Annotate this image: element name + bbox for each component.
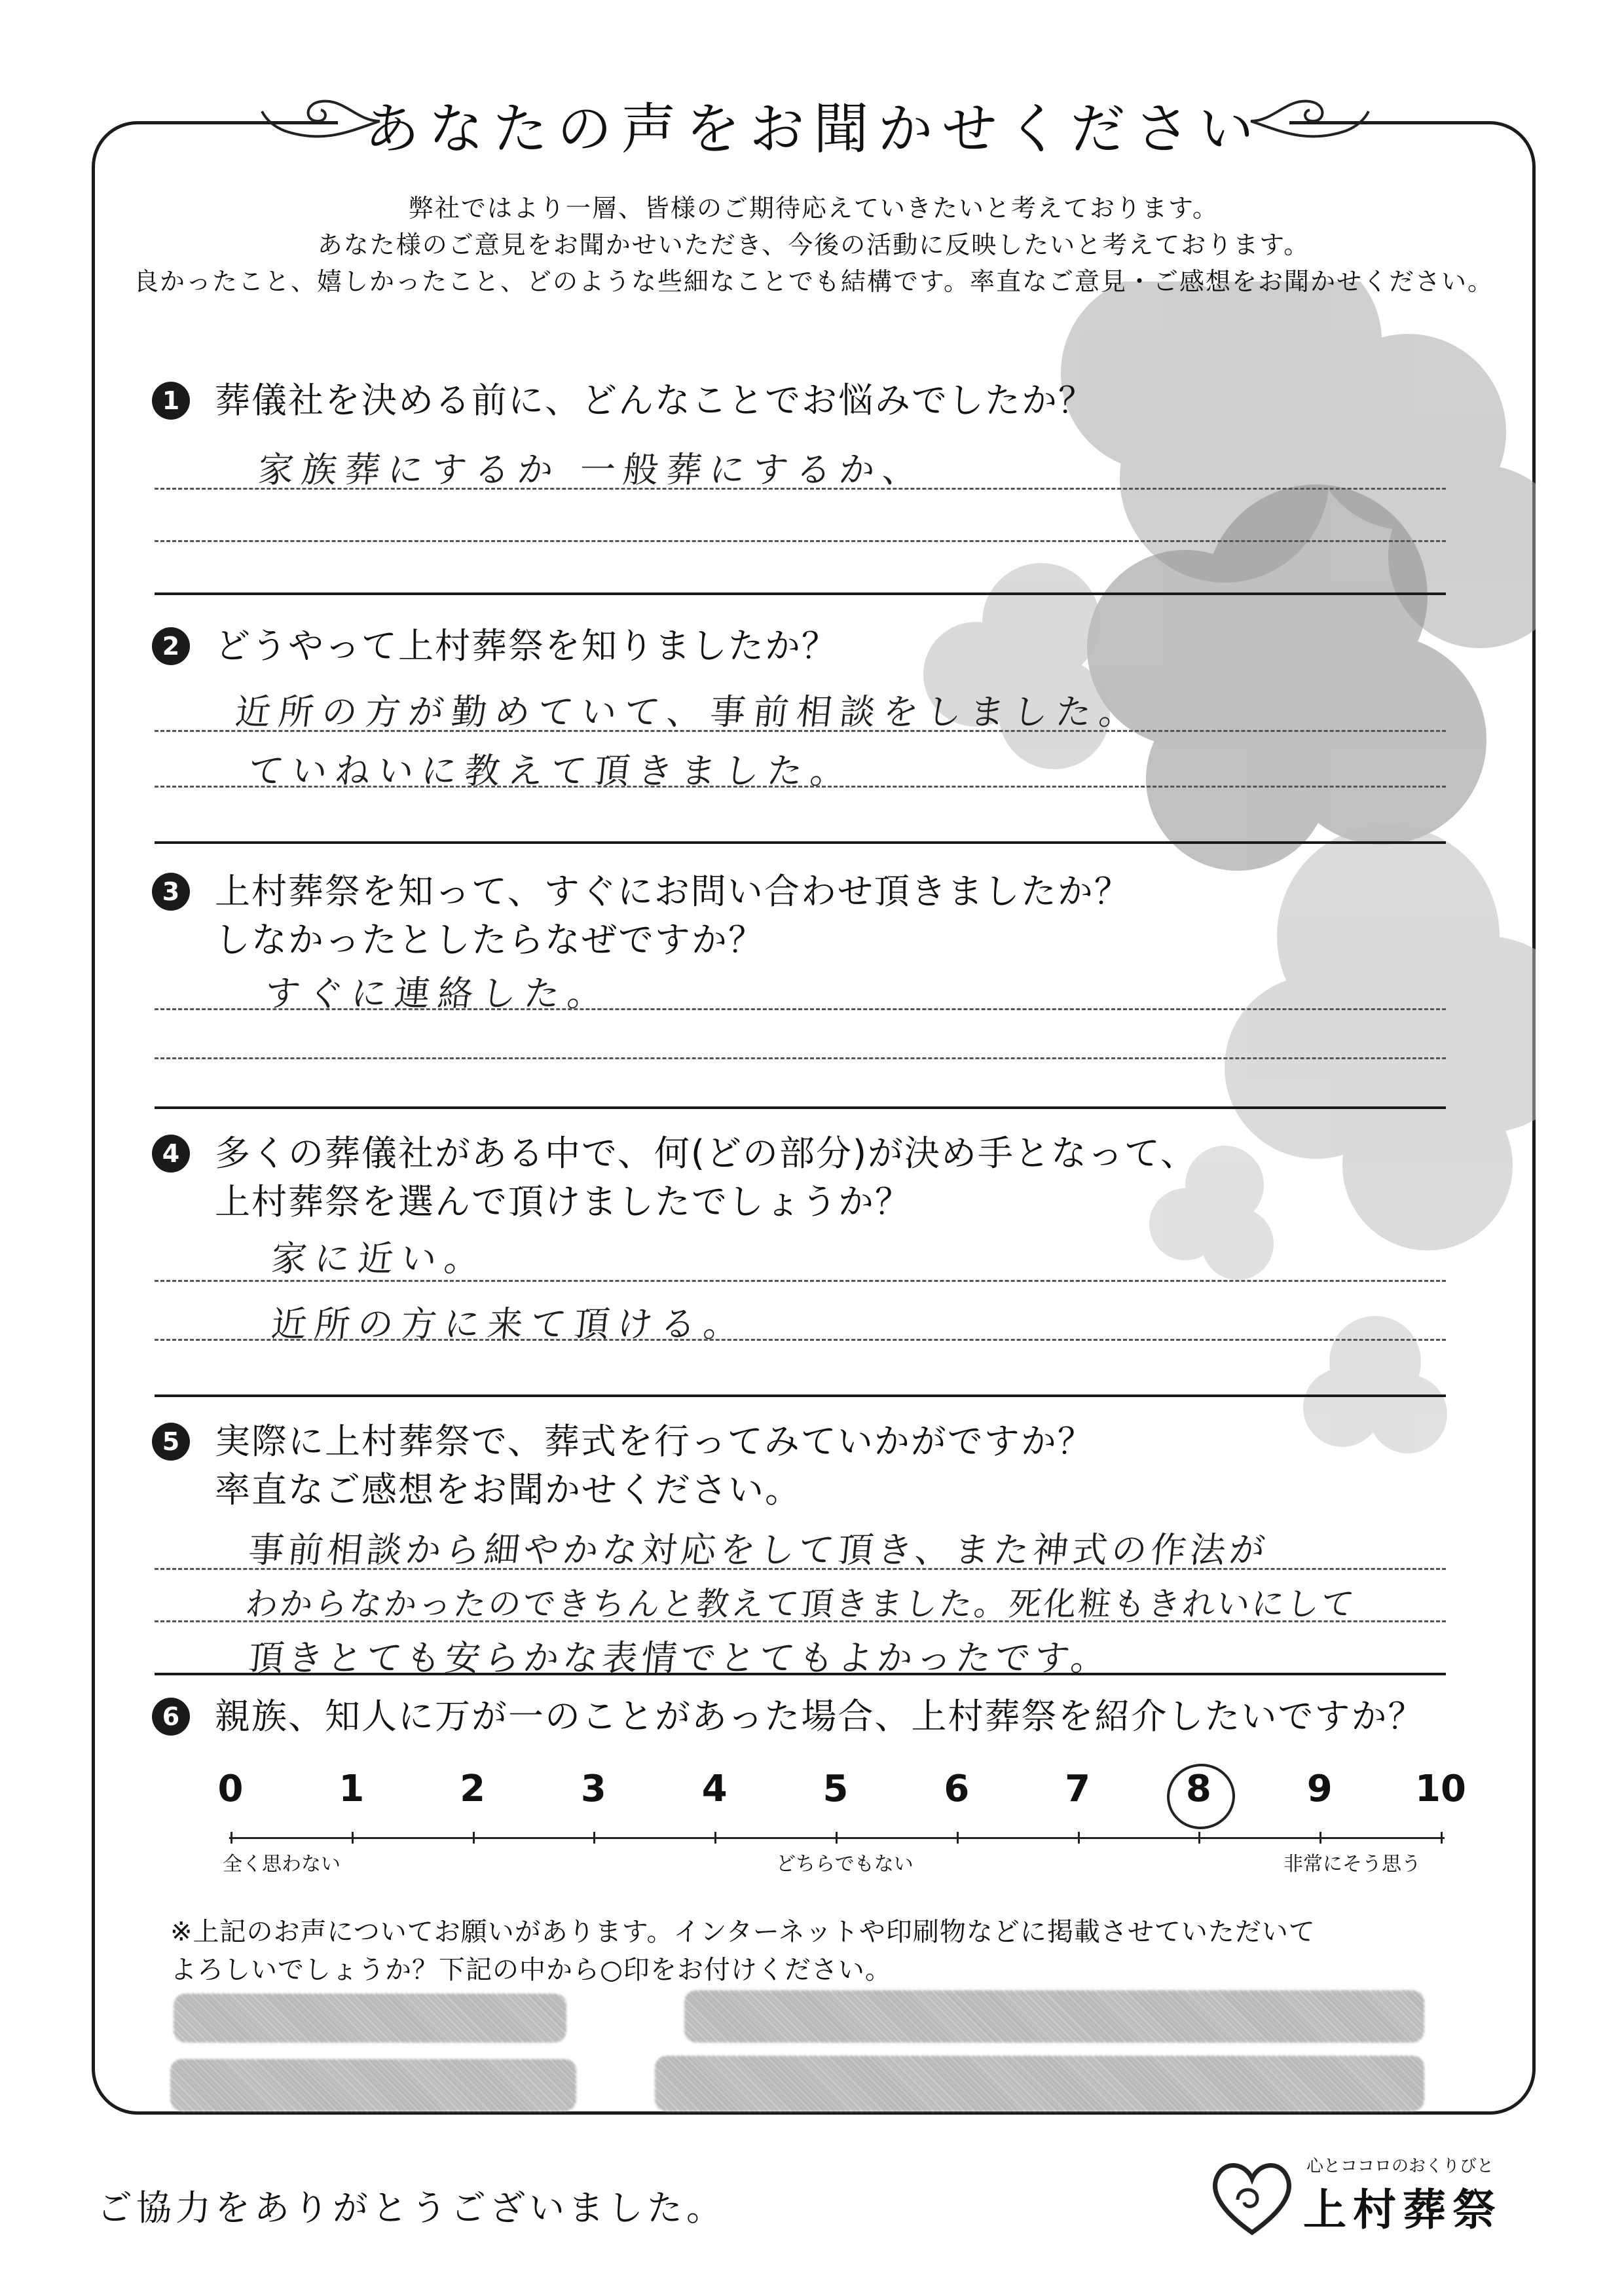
scale-tick <box>1320 1832 1321 1844</box>
scale-number-7: 7 <box>1065 1768 1091 1810</box>
scale-tick <box>352 1832 354 1844</box>
page-title: あなたの声をお聞かせください <box>338 85 1289 164</box>
answer-line <box>155 1280 1446 1282</box>
notice-line: ※上記のお声についてお願いがあります。インターネットや印刷物などに掲載させていただいて <box>170 1917 1316 1947</box>
handwritten-answer: すぐに連絡した。 <box>263 973 613 1014</box>
rating-scale <box>216 1768 1466 1876</box>
scale-tick <box>1441 1832 1443 1844</box>
answer-line <box>155 488 1446 490</box>
left-flourish-ornament <box>259 92 383 151</box>
handwritten-answer: 事前相談から細やかな対応をして頂き、また神式の作法が <box>246 1529 1271 1571</box>
handwritten-answer: 近所の方に来て頂ける。 <box>269 1303 749 1345</box>
scale-tick <box>836 1832 838 1844</box>
scale-tick <box>473 1832 475 1844</box>
handwritten-answer: 近所の方が勤めていて、事前相談をしました。 <box>233 691 1145 733</box>
scale-tick <box>1198 1832 1200 1844</box>
notice-line: よろしいでしょうか？下記の中から○印をお付けください。 <box>170 1955 892 1985</box>
question-number-badge: 5 <box>152 1423 190 1461</box>
handwritten-answer: 家族葬にするか 一般葬にするか、 <box>256 449 929 490</box>
answer-line <box>155 1339 1446 1341</box>
section-divider <box>155 841 1446 844</box>
intro-line: 弊社ではより一層、皆様のご期待応えていきたいと考えております。 <box>409 194 1219 223</box>
redacted-area <box>174 1994 566 2043</box>
redacted-area <box>170 2059 576 2111</box>
section-divider <box>155 1106 1446 1109</box>
question-text: 上村葬祭を知って、すぐにお問い合わせ頂きましたか？ <box>215 871 1131 912</box>
answer-line <box>155 1008 1446 1010</box>
question-number-badge: 4 <box>152 1135 190 1173</box>
handwritten-answer: ていねいに教えて頂きました。 <box>246 750 856 792</box>
answer-line <box>155 540 1446 542</box>
scale-label-mid: どちらでもない <box>776 1853 913 1876</box>
scale-tick <box>593 1832 595 1844</box>
scale-number-8: 8 <box>1185 1768 1211 1810</box>
section-divider <box>155 1394 1446 1397</box>
scale-tick <box>1078 1832 1080 1844</box>
scale-number-9: 9 <box>1306 1768 1333 1810</box>
question-text: 葬儀社を決める前に、どんなことでお悩みでしたか？ <box>215 380 1095 421</box>
question-text: 多くの葬儀社がある中で、何(どの部分)が決め手となって、 <box>215 1133 1197 1174</box>
section-divider <box>155 1673 1446 1675</box>
company-logo-name: 上村葬祭 <box>1303 2185 1502 2235</box>
publication-consent-notice <box>170 1913 1316 1989</box>
right-flourish-ornament <box>1247 92 1372 151</box>
scale-number-6: 6 <box>944 1768 970 1810</box>
handwritten-answer: 頂きとても安らかな表情でとてもよかったです。 <box>246 1637 1113 1679</box>
question-text: 実際に上村葬祭で、葬式を行ってみていかがですか？ <box>215 1421 1094 1462</box>
question-text: 上村葬祭を選んで頂けましたでしょうか？ <box>215 1181 912 1222</box>
question-number-badge: 3 <box>152 873 190 911</box>
scale-label-high: 非常にそう思う <box>1283 1853 1421 1876</box>
thank-you-message: ご協力をありがとうございました。 <box>97 2187 726 2229</box>
scale-tick <box>231 1832 232 1844</box>
redacted-area <box>684 1990 1424 2043</box>
answer-line <box>155 1057 1446 1059</box>
answer-line <box>155 1620 1446 1622</box>
question-number-badge: 6 <box>152 1698 190 1736</box>
scale-tick <box>714 1832 716 1844</box>
scale-tick <box>957 1832 959 1844</box>
question-text: しなかったとしたらなぜですか？ <box>215 919 765 960</box>
handwritten-answer: わからなかったのできちんと教えて頂きました。死化粧もきれいにして <box>243 1585 1358 1623</box>
scale-number-1: 1 <box>339 1768 365 1810</box>
scale-number-0: 0 <box>217 1768 244 1810</box>
logo-tagline: 心とココロのおくりびと <box>1306 2157 1494 2176</box>
question-number-badge: 2 <box>152 627 190 665</box>
question-text: 親族、知人に万が一のことがあった場合、上村葬祭を紹介したいですか？ <box>215 1696 1425 1737</box>
answer-line <box>155 730 1446 732</box>
scale-number-10: 10 <box>1415 1768 1466 1810</box>
answer-line <box>155 1568 1446 1570</box>
scale-number-2: 2 <box>460 1768 486 1810</box>
redacted-area <box>655 2056 1424 2111</box>
answer-line <box>155 786 1446 788</box>
section-divider <box>155 592 1446 595</box>
scale-number-5: 5 <box>822 1768 849 1810</box>
heart-logo-icon <box>1206 2154 1298 2239</box>
scale-label-low: 全く思わない <box>223 1853 341 1876</box>
intro-text <box>118 190 1509 300</box>
intro-line: あなた様のご意見をお聞かせいただき、今後の活動に反映したいと考えております。 <box>317 230 1310 259</box>
question-text: どうやって上村葬祭を知りましたか？ <box>215 625 838 666</box>
scale-number-4: 4 <box>701 1768 728 1810</box>
question-number-badge: 1 <box>152 382 190 420</box>
intro-line: 良かったこと、嬉しかったこと、どのような些細なことでも結構です。率直なご意見・ご感想をお聞かせください。 <box>134 267 1494 296</box>
scale-number-3: 3 <box>580 1768 606 1810</box>
handwritten-answer: 家に近い。 <box>269 1238 490 1279</box>
question-text: 率直なご感想をお聞かせください。 <box>215 1469 802 1510</box>
